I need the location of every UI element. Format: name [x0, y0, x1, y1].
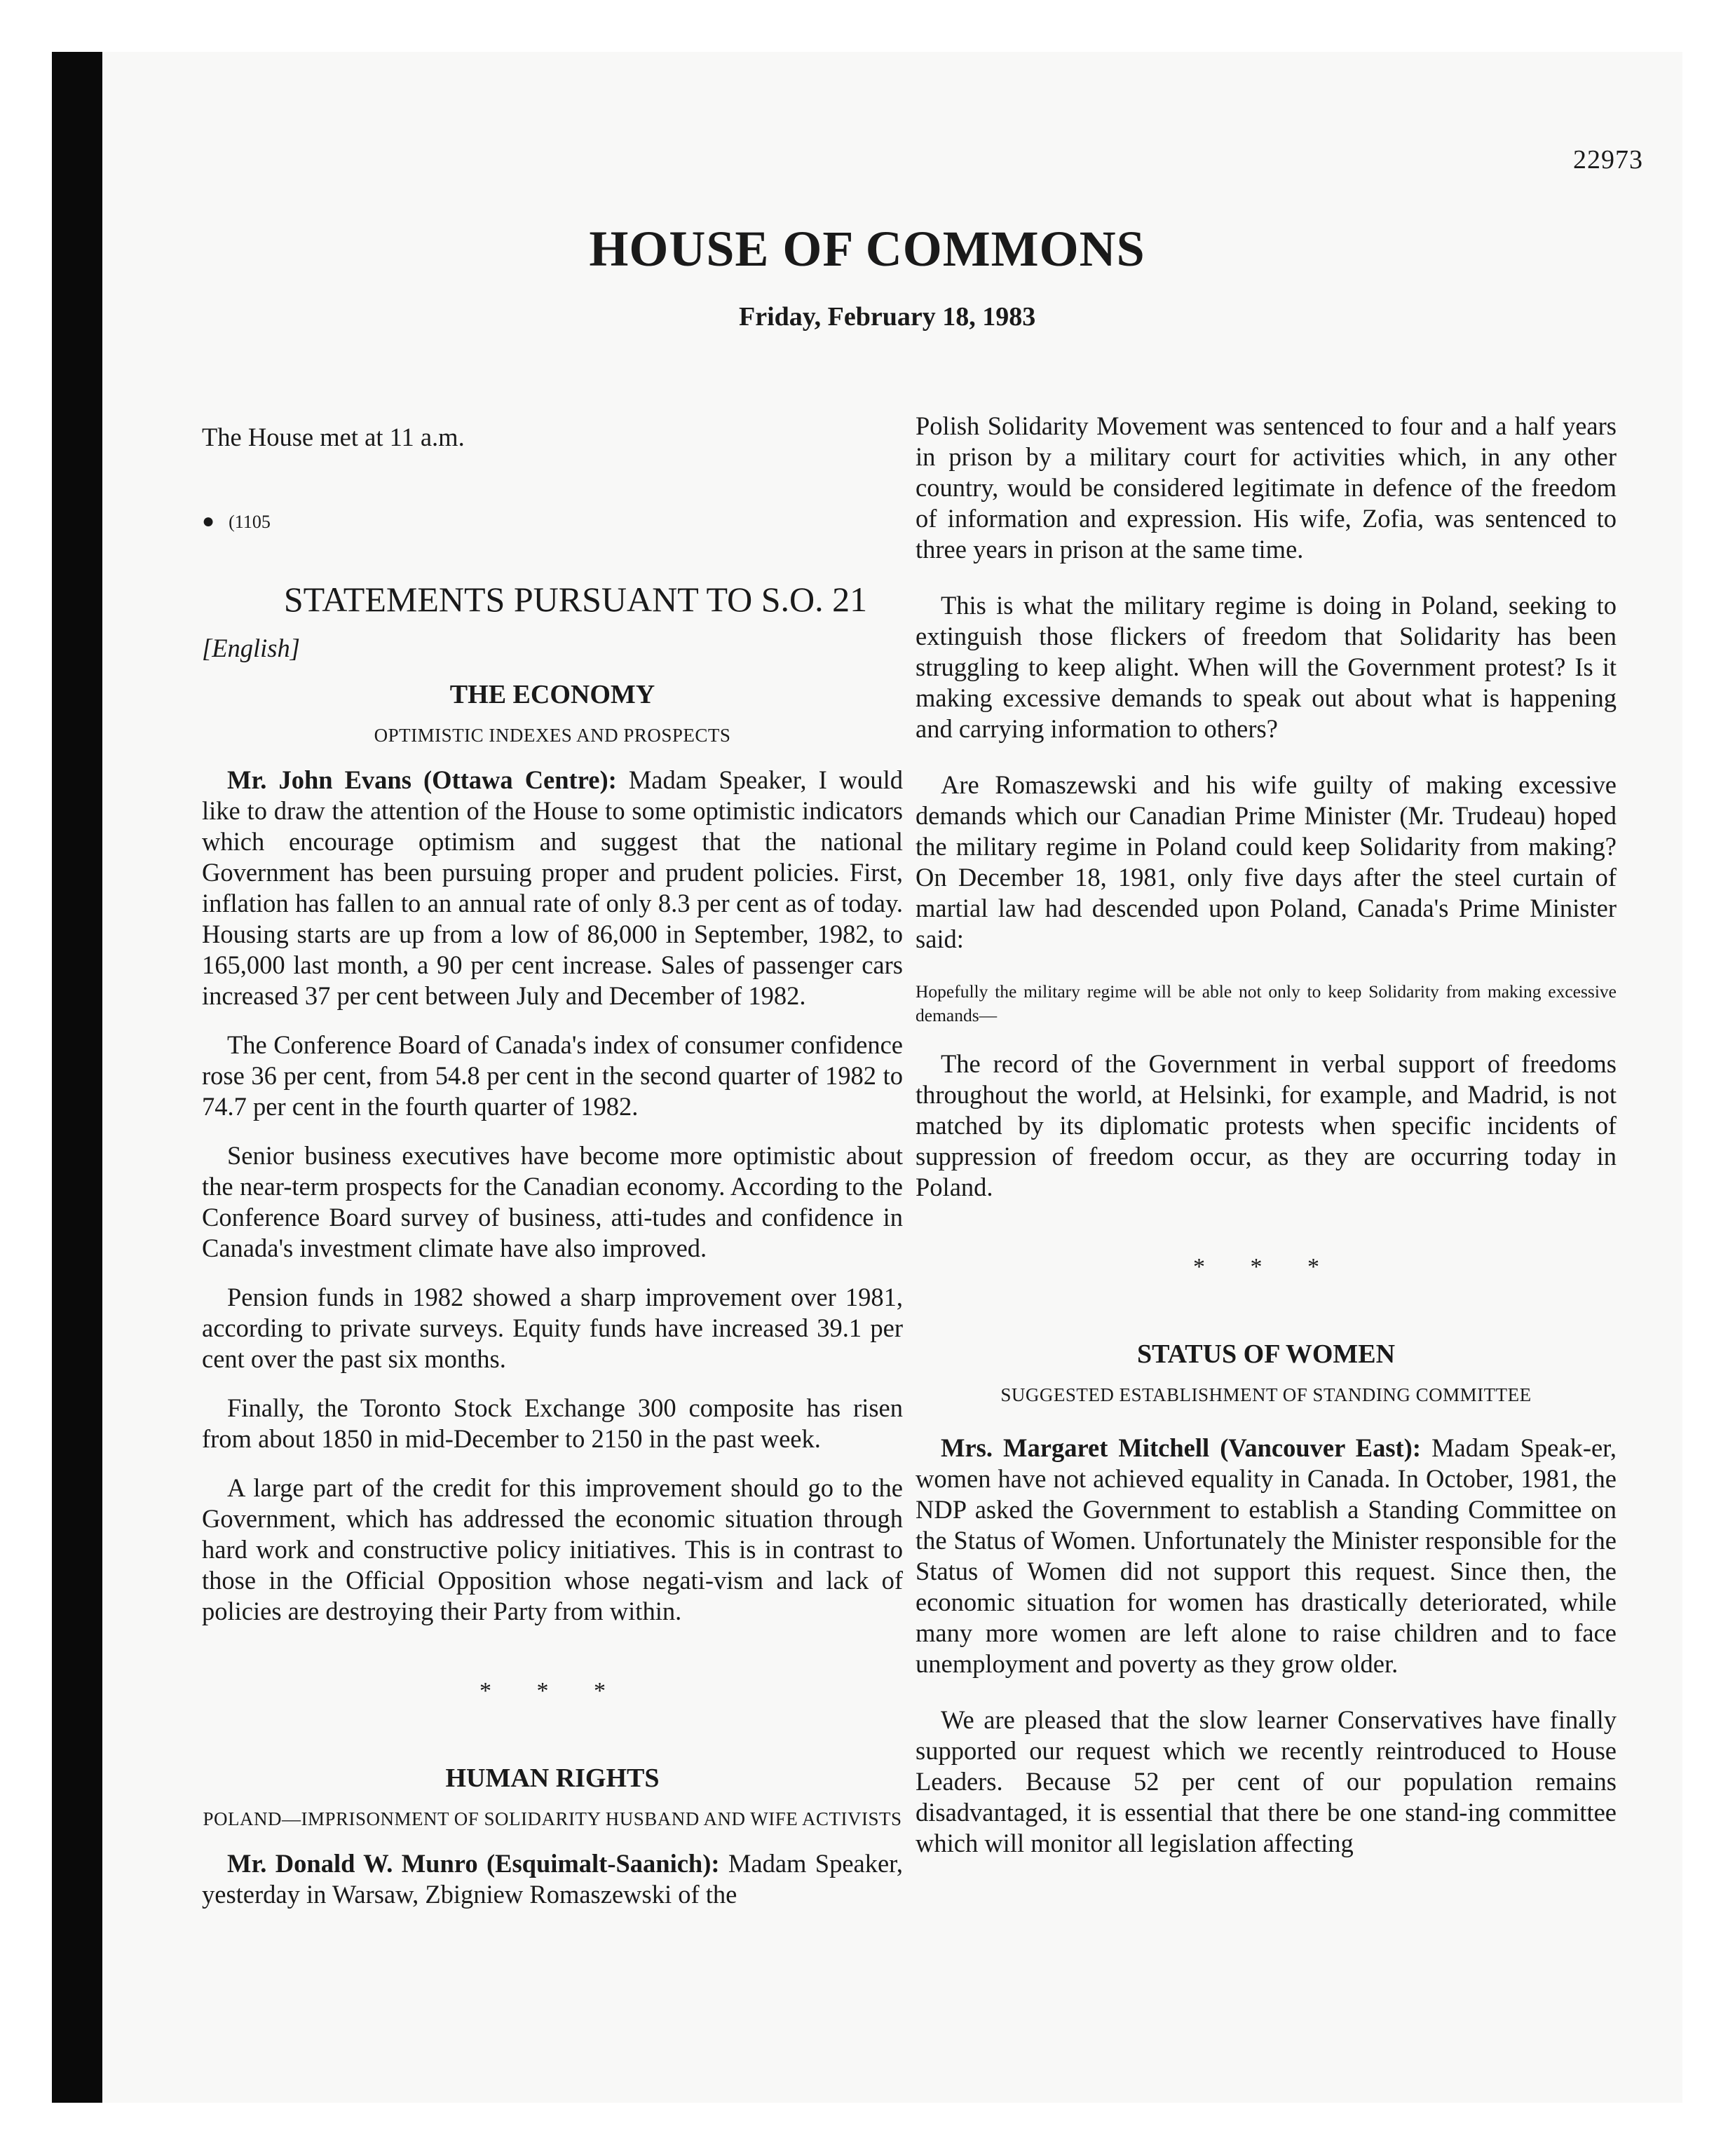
rights-paragraph: The record of the Government in verbal support of freedoms throughout the world, at Helsinki, for example, and Madrid, is not matched by its diplomatic protests when specific incidents of suppression of freedom occur, as they are occurring today in Poland.	[916, 1049, 1617, 1201]
block-quote: Hopefully the military regime will be able not only to keep Solidarity from making excessive demands—	[916, 981, 1617, 1025]
economy-paragraph: Senior business executives have become more optimistic about the near-term prospects for the Canadian economy. According to the Conference Board survey of business, atti-tudes and confidence in Canada's investment climate have also improved.	[202, 1141, 903, 1262]
section-title: STATEMENTS PURSUANT TO S.O. 21	[283, 580, 868, 619]
rights-heading: HUMAN RIGHTS	[445, 1763, 660, 1793]
hansard-page	[52, 52, 1682, 2103]
paragraph-text: Madam Speak-er, women have not achieved equality in Canada. In October, 1981, the NDP asked the Government to establish a Standing Committee on the Status of Women. Unfortunately the Minister responsible for the Status of Women did not support this request. Since then, the economic situation for women has drastically deteriorated, while many more women are left alone to raise children and to face unemployment and poverty as they grow older.	[916, 1433, 1617, 1678]
economy-paragraph: A large part of the credit for this improvement should go to the Government, which has addressed the economic situation through hard work and constructive policy initiatives. This is in contrast to those in the Official Opposition whose negati-vism and lack of policies are destroying their Party from within.	[202, 1473, 903, 1625]
sitting-date: Friday, February 18, 1983	[739, 302, 1036, 332]
economy-subheading: OPTIMISTIC INDEXES AND PROSPECTS	[374, 725, 731, 746]
section-divider: * * *	[1193, 1254, 1339, 1280]
right-column	[916, 411, 1617, 1877]
women-heading: STATUS OF WOMEN	[1136, 1339, 1396, 1369]
masthead: HOUSE OF COMMONS	[589, 221, 1145, 277]
rights-paragraph: Polish Solidarity Movement was sentenced to four and a half years in prison by a military court for activities which, in any other country, would be considered legitimate in defence of the freedom of information and expression. His wife, Zofia, was sentenced to three years in prison at the same time.	[916, 411, 1617, 564]
language-note: [English]	[202, 634, 300, 662]
paragraph-text: Madam Speaker, I would like to draw the attention of the House to some optimistic indicators which encourage optimism and suggest that the national Government has been pursuing proper and prudent policies. First, inflation has fallen to an annual rate of only 8.3 per cent as of today. Housing starts are up from a low of 86,000 in September, 1982, to 165,000 last month, a 90 per cent increase. Sales of passenger cars increased 37 per cent between July and December of 1982.	[202, 765, 903, 1010]
speaker-name: Mr. John Evans (Ottawa Centre):	[227, 765, 617, 794]
rights-paragraph: Are Romaszewski and his wife guilty of making excessive demands which our Canadian Prime Minister (Mr. Trudeau) hoped the military regime in Poland could keep Solidarity from making? On December 18, 1981, only five days after the steel curtain of martial law had descended upon Poland, Canada's Prime Minister said:	[916, 770, 1617, 953]
left-column	[202, 411, 903, 1928]
rights-paragraph	[202, 1848, 903, 1910]
time-marker-text: (1105	[229, 512, 271, 532]
economy-paragraph	[202, 765, 903, 1011]
paragraph-text: Madam Speaker, yesterday in Warsaw, Zbigniew Romaszewski of the	[202, 1849, 904, 1909]
economy-paragraph: The Conference Board of Canada's index of consumer confidence rose 36 per cent, from 54.8 per cent in the second quarter of 1982 to 74.7 per cent in the fourth quarter of 1982.	[202, 1030, 903, 1121]
section-divider: * * *	[479, 1678, 625, 1704]
women-paragraph	[916, 1433, 1617, 1679]
meeting-time: The House met at 11 a.m.	[202, 423, 465, 451]
women-subheading: SUGGESTED ESTABLISHMENT OF STANDING COMMITTEE	[1000, 1384, 1532, 1405]
page-number: 22973	[1573, 145, 1643, 175]
bullet-icon: ●	[202, 510, 215, 533]
economy-heading: THE ECONOMY	[449, 680, 655, 709]
scan-binding-edge	[52, 52, 102, 2103]
speaker-name: Mr. Donald W. Munro (Esquimalt-Saanich):	[227, 1849, 720, 1878]
women-paragraph: We are pleased that the slow learner Conservatives have finally supported our request which we recently reintroduced to House Leaders. Because 52 per cent of our population remains disadvantaged, it is essential that there be one stand-ing committee which will monitor all legislation affecting	[916, 1705, 1617, 1857]
time-marker	[202, 506, 903, 538]
rights-paragraph: This is what the military regime is doing in Poland, seeking to extinguish those flickers of freedom that Solidarity has been struggling to keep alight. When will the Government protest? Is it making excessive demands to speak out about what is happening and carrying information to others?	[916, 591, 1617, 743]
speaker-name: Mrs. Margaret Mitchell (Vancouver East):	[941, 1433, 1421, 1462]
economy-paragraph: Finally, the Toronto Stock Exchange 300 composite has risen from about 1850 in mid-December to 2150 in the past week.	[202, 1393, 903, 1453]
economy-paragraph: Pension funds in 1982 showed a sharp improvement over 1981, according to private surveys. Equity funds have increased 39.1 per cent over the past six months.	[202, 1283, 903, 1373]
rights-subheading: POLAND—IMPRISONMENT OF SOLIDARITY HUSBAND AND WIFE ACTIVISTS	[203, 1808, 902, 1829]
